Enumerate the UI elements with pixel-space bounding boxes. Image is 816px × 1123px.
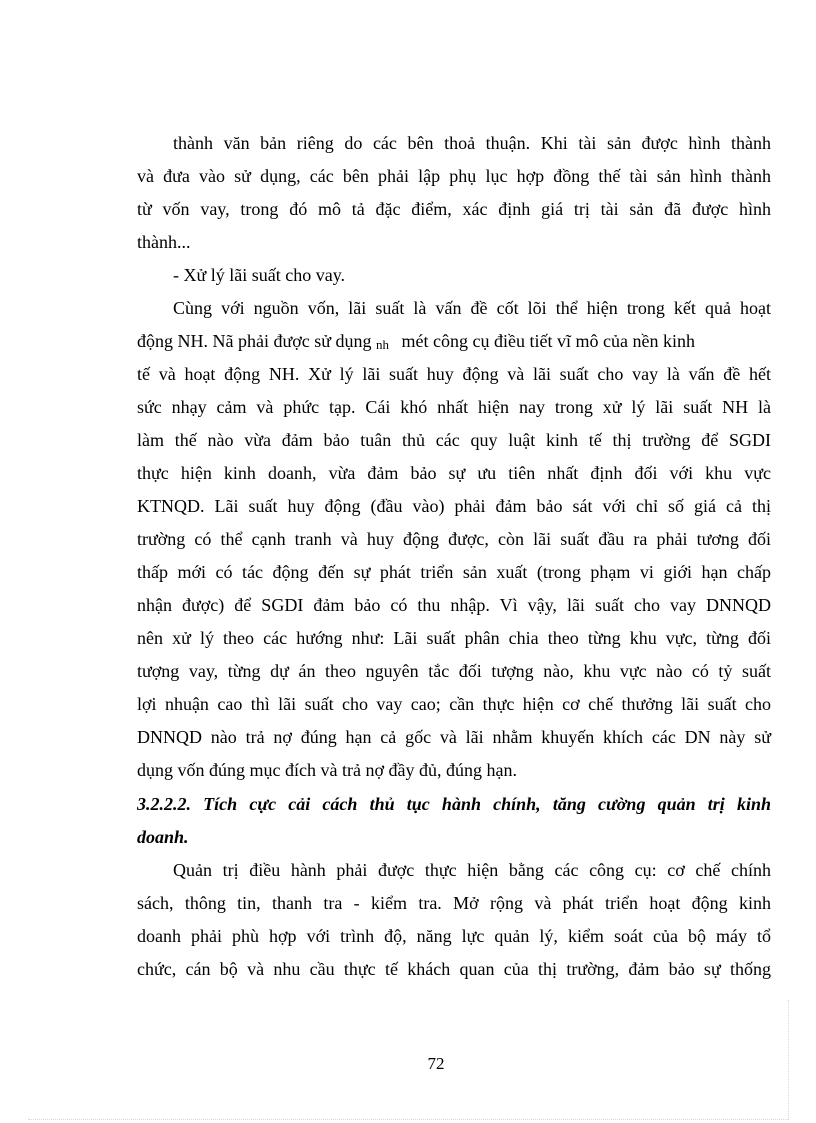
page-border-dotted xyxy=(28,1119,788,1120)
text-line: sách, thông tin, thanh tra - kiểm tra. Mở rộng và phát triển hoạt động kinh xyxy=(137,893,771,913)
text-line: chức, cán bộ và nhu cầu thực tế khách quan của thị trường, đảm bảo sự thống xyxy=(137,959,771,979)
text-line: doanh phải phù hợp với trình độ, năng lực quản lý, kiểm soát của bộ máy tổ xyxy=(137,926,771,946)
text-line: thực hiện kinh doanh, vừa đảm bảo sự ưu tiên nhất định đối với khu vực xyxy=(137,463,771,483)
text-line: tượng vay, từng dự án theo nguyên tắc đối tượng nào, khu vực nào có tỷ suất xyxy=(137,661,771,681)
text-line: trường có thể cạnh tranh và huy động được, còn lãi suất đầu ra phải tương đối xyxy=(137,529,771,549)
text-line: thấp mới có tác động đến sự phát triển sản xuất (trong phạm vi giới hạn chấp xyxy=(137,562,771,582)
text-line: sức nhạy cảm và phức tạp. Cái khó nhất hiện nay trong xử lý lãi suất NH là xyxy=(137,397,771,417)
text-line: làm thế nào vừa đảm bảo tuân thủ các quy luật kinh tế thị trường để SGDI xyxy=(137,430,771,450)
text-fragment-subscript: nh xyxy=(376,337,390,352)
text-line: nên xử lý theo các hướng như: Lãi suất phân chia theo từng khu vực, từng đối xyxy=(137,628,771,648)
text-line xyxy=(137,325,771,358)
text-line: Quản trị điều hành phải được thực hiện bằng các công cụ: cơ chế chính xyxy=(173,860,771,880)
text-line: DNNQD nào trả nợ đúng hạn cả gốc và lãi nhằm khuyến khích các DN này sử xyxy=(137,727,771,747)
text-fragment: mét công cụ điều tiết vĩ mô của nền kinh xyxy=(401,331,695,351)
text-line: dụng vốn đúng mục đích và trả nợ đầy đủ, đúng hạn. xyxy=(137,760,517,780)
text-line: từ vốn vay, trong đó mô tả đặc điểm, xác định giá trị tài sản đã được hình xyxy=(137,199,771,219)
text-line: và đưa vào sử dụng, các bên phải lập phụ lục hợp đồng thế tài sản hình thành xyxy=(137,166,771,186)
text-line: Cùng với nguồn vốn, lãi suất là vấn đề cốt lõi thể hiện trong kết quả hoạt xyxy=(173,298,771,318)
section-heading: 3.2.2.2. Tích cực cải cách thủ tục hành chính, tăng cường quản trị kinh xyxy=(137,794,771,814)
section-heading-continuation: doanh. xyxy=(137,827,189,847)
text-fragment: động NH. Nã phải được sử dụng xyxy=(137,331,372,351)
text-line: KTNQD. Lãi suất huy động (đầu vào) phải đảm bảo sát với chỉ số giá cả thị xyxy=(137,496,771,516)
text-line: - Xử lý lãi suất cho vay. xyxy=(173,265,346,285)
text-line: nhận được) để SGDI đảm bảo có thu nhập. Vì vậy, lãi suất cho vay DNNQD xyxy=(137,595,771,615)
text-line: thành... xyxy=(137,232,191,252)
text-line: tế và hoạt động NH. Xử lý lãi suất huy động và lãi suất cho vay là vấn đề hết xyxy=(137,364,771,384)
page-border-dotted xyxy=(788,1000,789,1120)
text-line: thành văn bản riêng do các bên thoả thuận. Khi tài sản được hình thành xyxy=(173,133,771,153)
text-line: lợi nhuận cao thì lãi suất cho vay cao; cần thực hiện cơ chế thưởng lãi suất cho xyxy=(137,694,771,714)
page-number: 72 xyxy=(427,1054,445,1073)
